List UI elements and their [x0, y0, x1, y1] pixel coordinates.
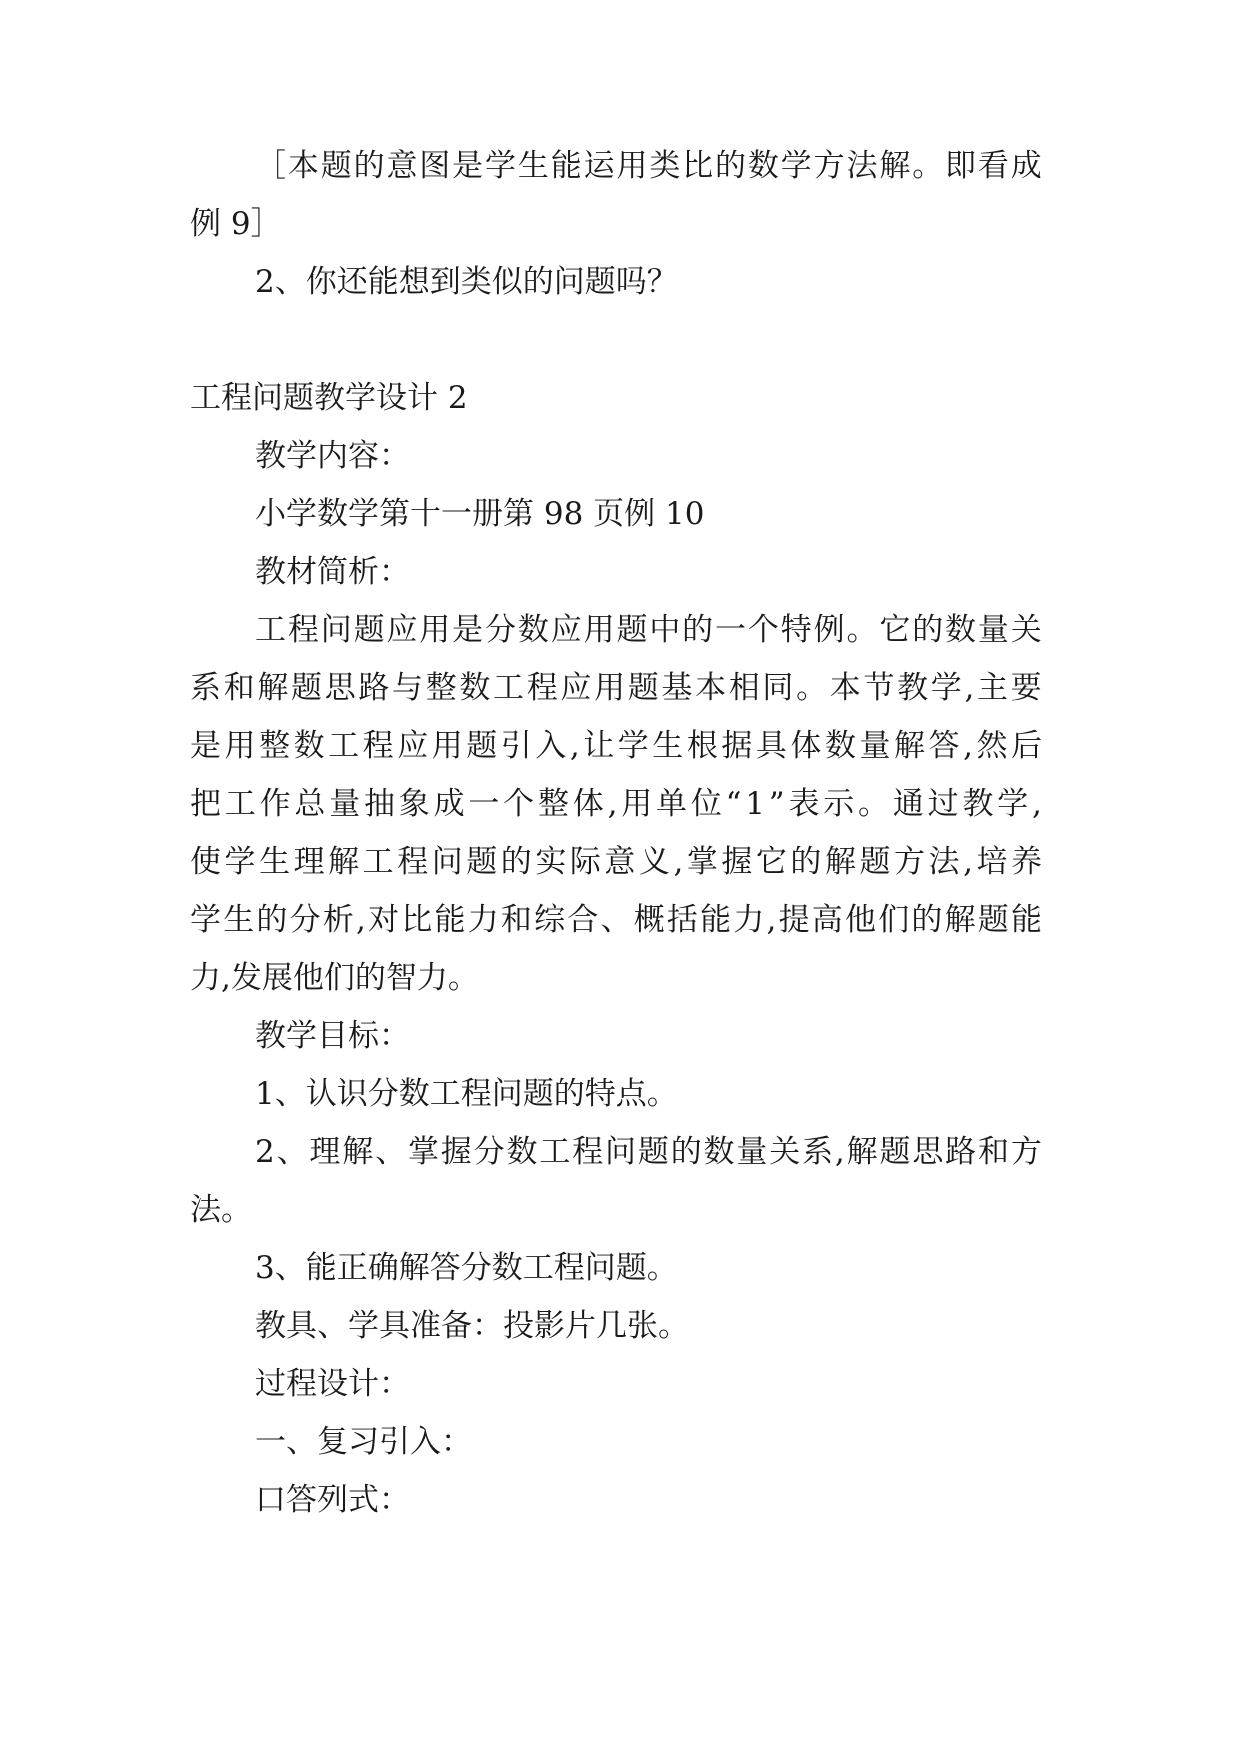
text-glyph: 用 — [431, 728, 463, 764]
text-glyph: 特 — [780, 612, 812, 648]
text-glyph: 实 — [535, 844, 567, 880]
text-glyph: 解 — [328, 844, 360, 880]
text-glyph: 量 — [859, 728, 891, 764]
text-glyph: 解 — [824, 844, 856, 880]
text-glyph: 路 — [358, 670, 390, 706]
text-glyph: 学 — [190, 902, 221, 938]
text-glyph: 题 — [977, 902, 1009, 938]
text-glyph: 体 — [790, 728, 822, 764]
text-glyph: “ — [725, 786, 742, 822]
text-glyph: ［ — [255, 148, 286, 184]
text-glyph: 的 — [911, 902, 943, 938]
text-glyph: 量 — [977, 612, 1009, 648]
text-glyph: 据 — [721, 728, 753, 764]
text-glyph: 系 — [802, 1134, 834, 1170]
text-glyph: 个 — [747, 612, 779, 648]
text-glyph: 对 — [368, 902, 400, 938]
text-glyph: 义 — [638, 844, 670, 880]
text-glyph: , — [834, 1134, 845, 1170]
text-glyph: 方 — [813, 148, 845, 184]
text-glyph: 生 — [652, 728, 684, 764]
text-glyph: 题 — [637, 1134, 669, 1170]
text-glyph: 比 — [682, 148, 714, 184]
text-glyph: 高 — [811, 902, 843, 938]
text-glyph: 生 — [223, 902, 255, 938]
text-glyph: 整 — [259, 728, 291, 764]
text-glyph: 示 — [823, 786, 855, 822]
text-glyph: 的 — [670, 1134, 702, 1170]
text-glyph: 程 — [572, 1134, 604, 1170]
text-glyph: 图 — [419, 148, 451, 184]
text-glyph: 生 — [259, 844, 291, 880]
text-glyph: 2 — [255, 1134, 275, 1170]
text-glyph: 问 — [431, 844, 463, 880]
text-glyph: 问 — [605, 1134, 637, 1170]
text-glyph: 数 — [747, 148, 779, 184]
text-glyph: 应 — [397, 728, 429, 764]
text-glyph: 法 — [928, 844, 960, 880]
text-glyph: 学 — [997, 786, 1029, 822]
text-glyph: 工 — [328, 728, 360, 764]
label-teaching-content: 教学内容： — [255, 438, 410, 474]
analysis-line-5 — [190, 842, 1042, 882]
text-glyph: 理 — [309, 1134, 341, 1170]
text-glyph: 思 — [912, 1134, 944, 1170]
text-glyph: 题 — [859, 844, 891, 880]
text-glyph: 和 — [500, 902, 532, 938]
text-glyph: 让 — [583, 728, 615, 764]
text-glyph: 它 — [755, 844, 787, 880]
text-glyph: 是 — [452, 612, 484, 648]
text-glyph: , — [963, 844, 973, 880]
text-glyph: 合 — [567, 902, 599, 938]
text-glyph: 的 — [715, 148, 747, 184]
text-glyph: 数 — [293, 728, 325, 764]
text-glyph: 比 — [401, 902, 433, 938]
text-glyph: 能 — [1011, 902, 1042, 938]
text-glyph: 即 — [945, 148, 977, 184]
text-glyph: 体 — [572, 786, 604, 822]
text-glyph: 和 — [978, 1134, 1009, 1170]
text-glyph: 解 — [879, 148, 911, 184]
text-glyph: 作 — [259, 786, 291, 822]
text-glyph: 使 — [190, 844, 221, 880]
text-glyph: 题 — [353, 612, 385, 648]
text-glyph: , — [963, 728, 973, 764]
text-glyph: 题 — [466, 728, 498, 764]
text-glyph: 用 — [224, 728, 256, 764]
text-glyph: 路 — [945, 1134, 977, 1170]
text-glyph: 象 — [398, 786, 430, 822]
text-glyph: 一 — [715, 612, 747, 648]
text-glyph: 整 — [425, 670, 457, 706]
text-glyph: 际 — [569, 844, 601, 880]
materials: 教具、学具准备：投影片几张。 — [255, 1308, 689, 1344]
text-glyph: 本 — [695, 670, 727, 706]
text-glyph: 数 — [459, 670, 491, 706]
text-glyph: 综 — [534, 902, 566, 938]
text-glyph: 数 — [945, 612, 977, 648]
text-glyph: 学 — [930, 670, 962, 706]
text-glyph: 总 — [294, 786, 326, 822]
goal-2-line-1 — [255, 1132, 1042, 1172]
text-glyph: 系 — [190, 670, 221, 706]
text-glyph: 运 — [583, 148, 615, 184]
text-glyph: 程 — [397, 844, 429, 880]
text-glyph: , — [569, 728, 580, 764]
text-glyph: 关 — [1010, 612, 1042, 648]
text-glyph: 同 — [762, 670, 794, 706]
label-teaching-goals: 教学目标： — [255, 1018, 410, 1054]
analysis-line-4 — [190, 784, 1042, 824]
text-glyph: 工 — [493, 670, 525, 706]
text-glyph: 。 — [858, 786, 890, 822]
text-glyph: 题 — [291, 670, 323, 706]
text-glyph: , — [964, 670, 975, 706]
text-glyph: 学 — [780, 148, 812, 184]
text-glyph: 能 — [550, 148, 582, 184]
text-glyph: 思 — [324, 670, 356, 706]
step-1-review: 一、复习引入： — [255, 1424, 472, 1460]
text-glyph: 解 — [894, 728, 926, 764]
text-glyph: 的 — [500, 844, 532, 880]
analysis-line-2 — [190, 668, 1042, 708]
text-glyph: 掌 — [686, 844, 718, 880]
text-glyph: 能 — [700, 902, 732, 938]
text-glyph: 方 — [1010, 1134, 1042, 1170]
text-glyph: 后 — [1011, 728, 1042, 764]
text-glyph: 的 — [682, 612, 714, 648]
text-glyph: 。 — [796, 670, 828, 706]
text-glyph: 一 — [468, 786, 500, 822]
text-glyph: 能 — [434, 902, 466, 938]
text-glyph: 养 — [1011, 844, 1042, 880]
label-process-design: 过程设计： — [255, 1366, 410, 1402]
text-glyph: 应 — [386, 612, 418, 648]
text-glyph: 解 — [846, 1134, 878, 1170]
text-glyph: 力 — [733, 902, 765, 938]
text-glyph: 过 — [927, 786, 959, 822]
analysis-line-7: 力,发展他们的智力。 — [190, 960, 479, 996]
text-glyph: 数 — [517, 612, 549, 648]
text-glyph: 量 — [736, 1134, 768, 1170]
text-glyph: 节 — [863, 670, 895, 706]
analysis-line-1 — [255, 610, 1042, 650]
text-glyph: 解 — [944, 902, 976, 938]
text-glyph: 教 — [897, 670, 929, 706]
text-glyph: 题 — [627, 670, 659, 706]
text-glyph: 具 — [755, 728, 787, 764]
text-glyph: 根 — [686, 728, 718, 764]
text-glyph: 答 — [928, 728, 960, 764]
text-glyph: 抽 — [363, 786, 395, 822]
text-glyph: 与 — [392, 670, 424, 706]
text-glyph: 们 — [878, 902, 910, 938]
text-glyph: 握 — [440, 1134, 472, 1170]
text-glyph: 概 — [633, 902, 665, 938]
text-glyph: 用 — [419, 612, 451, 648]
text-glyph: 掌 — [407, 1134, 439, 1170]
text-glyph: 教 — [962, 786, 994, 822]
teaching-content-value: 小学数学第十一册第 98 页例 10 — [255, 496, 705, 532]
text-glyph: 主 — [976, 670, 1008, 706]
text-glyph: 应 — [550, 612, 582, 648]
text-glyph: 单 — [656, 786, 688, 822]
text-glyph: 通 — [892, 786, 924, 822]
text-glyph: 成 — [433, 786, 465, 822]
text-glyph: 1 — [745, 786, 765, 822]
text-glyph: , — [607, 786, 618, 822]
goal-3: 3、能正确解答分数工程问题。 — [255, 1250, 678, 1286]
text-glyph: 类 — [649, 148, 681, 184]
text-glyph: 题 — [616, 612, 648, 648]
text-glyph: 的 — [790, 844, 822, 880]
text-glyph: 方 — [894, 844, 926, 880]
text-glyph: 题 — [879, 1134, 911, 1170]
text-glyph: 力 — [467, 902, 499, 938]
text-glyph: 数 — [824, 728, 856, 764]
text-glyph: 、 — [375, 1134, 407, 1170]
text-glyph: 关 — [769, 1134, 801, 1170]
text-glyph: , — [356, 902, 366, 938]
text-glyph: 分 — [485, 612, 517, 648]
text-glyph: 的 — [912, 612, 944, 648]
text-glyph: 用 — [583, 612, 615, 648]
text-glyph: 的 — [353, 148, 385, 184]
text-glyph: 析 — [322, 902, 354, 938]
text-glyph: 本 — [829, 670, 861, 706]
text-glyph: 是 — [190, 728, 221, 764]
text-glyph: 成 — [1010, 148, 1042, 184]
text-glyph: 法 — [846, 148, 878, 184]
text-glyph: 是 — [452, 148, 484, 184]
text-glyph: 括 — [666, 902, 698, 938]
text-glyph: 培 — [976, 844, 1008, 880]
text-glyph: 解 — [342, 1134, 374, 1170]
text-glyph: 程 — [287, 612, 319, 648]
section-title: 工程问题教学设计 2 — [190, 380, 468, 416]
text-glyph: 、 — [276, 1134, 308, 1170]
text-glyph: 个 — [503, 786, 535, 822]
text-glyph: 生 — [517, 148, 549, 184]
analysis-line-3 — [190, 726, 1042, 766]
text-glyph: 学 — [485, 148, 517, 184]
text-glyph: 应 — [560, 670, 592, 706]
text-glyph: 中 — [649, 612, 681, 648]
text-glyph: , — [673, 844, 684, 880]
text-glyph: 解 — [257, 670, 289, 706]
text-glyph: 意 — [386, 148, 418, 184]
text-glyph: 意 — [604, 844, 636, 880]
text-glyph: 题 — [320, 148, 352, 184]
text-glyph: 本 — [287, 148, 319, 184]
text-glyph: 分 — [289, 902, 321, 938]
text-glyph: 和 — [223, 670, 255, 706]
text-glyph: 。 — [912, 148, 944, 184]
goal-1: 1、认识分数工程问题的特点。 — [255, 1076, 678, 1112]
text-glyph: , — [1032, 786, 1042, 822]
text-glyph: 把 — [190, 786, 221, 822]
text-glyph: 。 — [846, 612, 878, 648]
text-glyph: 看 — [977, 148, 1009, 184]
text-glyph: 用 — [621, 786, 653, 822]
analysis-line-6 — [190, 900, 1042, 940]
text-glyph: 基 — [661, 670, 693, 706]
text-glyph: 工 — [255, 612, 286, 648]
label-material-analysis: 教材简析： — [255, 554, 410, 590]
text-glyph: 、 — [600, 902, 632, 938]
text-glyph: ” — [768, 786, 785, 822]
text-glyph: 入 — [535, 728, 567, 764]
text-glyph: 的 — [256, 902, 288, 938]
text-glyph: 握 — [721, 844, 753, 880]
text-glyph: 数 — [506, 1134, 538, 1170]
text-glyph: 然 — [976, 728, 1008, 764]
text-glyph: 程 — [526, 670, 558, 706]
text-glyph: 理 — [293, 844, 325, 880]
text-glyph: 学 — [617, 728, 649, 764]
text-glyph: 数 — [703, 1134, 735, 1170]
text-glyph: 他 — [844, 902, 876, 938]
oral-answer-label: 口答列式： — [255, 1482, 410, 1518]
text-glyph: 学 — [224, 844, 256, 880]
question-2: 2、你还能想到类似的问题吗？ — [255, 264, 678, 300]
note-line-2: 例 9］ — [190, 206, 282, 242]
text-glyph: 问 — [320, 612, 352, 648]
goal-2-line-2: 法。 — [190, 1192, 252, 1228]
text-glyph: 例 — [813, 612, 845, 648]
text-glyph: 题 — [466, 844, 498, 880]
text-glyph: 要 — [1010, 670, 1042, 706]
note-line-1 — [255, 146, 1042, 186]
text-glyph: 表 — [788, 786, 820, 822]
text-glyph: 相 — [728, 670, 760, 706]
text-glyph: 量 — [329, 786, 361, 822]
text-glyph: 位 — [690, 786, 722, 822]
text-glyph: 工 — [539, 1134, 571, 1170]
text-glyph: 用 — [616, 148, 648, 184]
text-glyph: 分 — [473, 1134, 505, 1170]
text-glyph: 提 — [778, 902, 810, 938]
text-glyph: 整 — [537, 786, 569, 822]
text-glyph: 它 — [879, 612, 911, 648]
text-glyph: 引 — [500, 728, 532, 764]
text-glyph: , — [766, 902, 777, 938]
text-glyph: 用 — [594, 670, 626, 706]
text-glyph: 工 — [224, 786, 256, 822]
text-glyph: 工 — [362, 844, 394, 880]
text-glyph: 程 — [362, 728, 394, 764]
